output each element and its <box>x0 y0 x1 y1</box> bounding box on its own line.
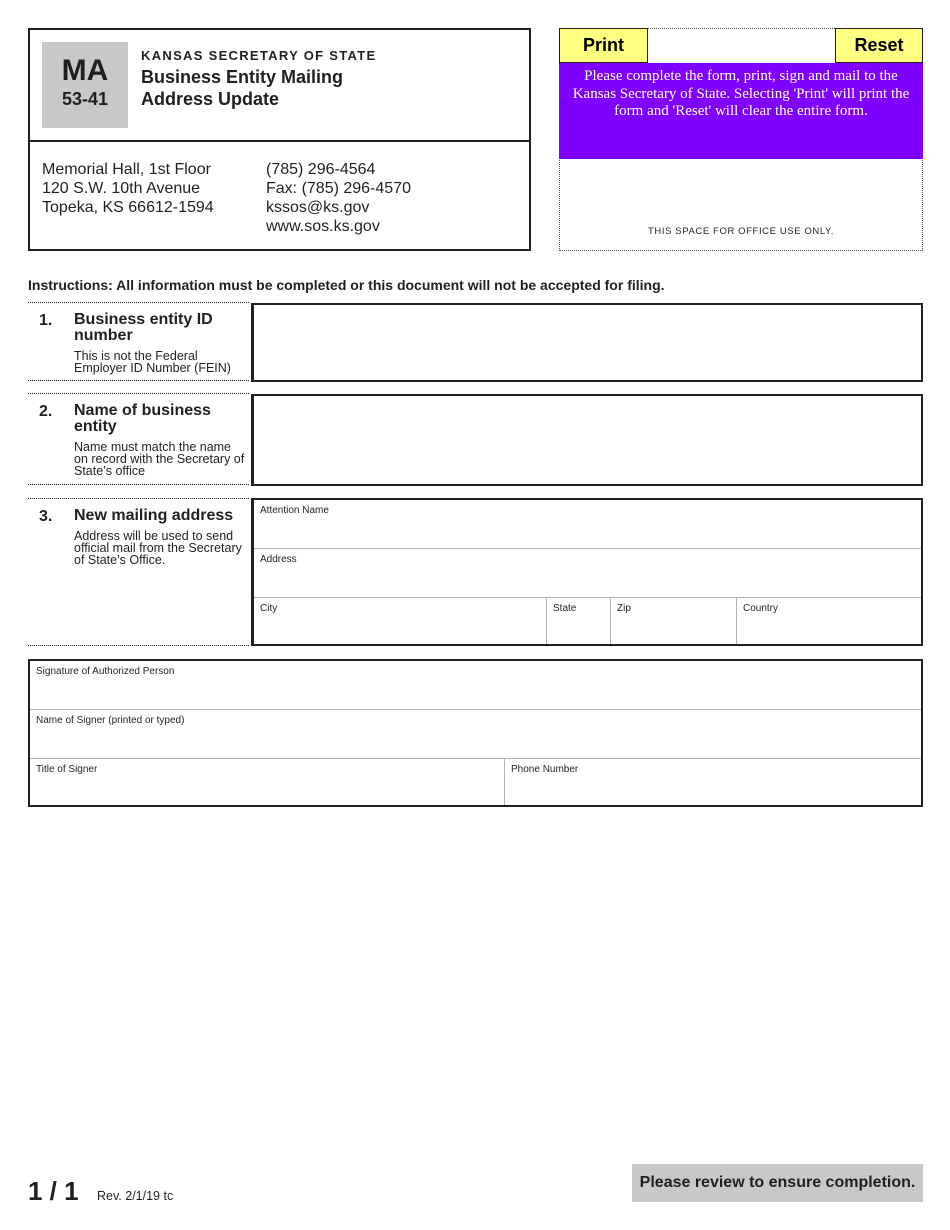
form-id-badge <box>42 42 128 128</box>
item-description: Name must match the name on record with the Secretary of State’s office <box>74 440 245 478</box>
mailing-address-grid <box>251 498 923 646</box>
field-label: Phone Number <box>511 764 579 775</box>
fax-number: Fax: (785) 296-4570 <box>266 180 411 197</box>
signature-field[interactable] <box>30 661 921 710</box>
field-label: State <box>553 603 577 614</box>
revision-date: Rev. 2/1/19 tc <box>97 1189 174 1203</box>
field-label: City <box>260 603 278 614</box>
country-field[interactable] <box>737 598 921 644</box>
zip-field[interactable] <box>611 598 737 644</box>
form-code: MA <box>61 54 109 87</box>
form-title: Business Entity Mailing Address Update <box>141 67 344 109</box>
item-mailing-address <box>28 498 249 646</box>
field-label: Address <box>260 554 297 565</box>
item-label: New mailing address <box>74 507 234 524</box>
address-field[interactable] <box>254 549 921 598</box>
item-number: 2. <box>39 403 53 420</box>
review-banner: Please review to ensure completion. <box>632 1164 923 1202</box>
field-label: Country <box>743 603 779 614</box>
item-label: Name of business entity <box>74 402 211 435</box>
phone-number-field[interactable] <box>505 759 921 805</box>
signature-grid <box>28 659 923 807</box>
item-label: Business entity ID number <box>74 311 213 344</box>
business-name-field[interactable] <box>251 394 923 486</box>
address-line: Topeka, KS 66612-1594 <box>42 199 214 216</box>
attention-name-field[interactable] <box>254 500 921 549</box>
address-line: Memorial Hall, 1st Floor <box>42 161 211 178</box>
office-use-label: THIS SPACE FOR OFFICE USE ONLY. <box>648 226 834 237</box>
office-contact <box>266 160 411 236</box>
form-notice: Please complete the form, print, sign and mail to the Kansas Secretary of State. Selecting 'Print' will print the form and 'Reset' will clear the entire form. <box>559 63 923 159</box>
item-description: This is not the Federal Employer ID Number (FEIN) <box>74 349 231 375</box>
instructions: Instructions: All information must be completed or this document will not be accepted for filing. <box>28 277 665 293</box>
field-label: Name of Signer (printed or typed) <box>36 715 185 726</box>
email-address: kssos@ks.gov <box>266 199 370 216</box>
form-number: 53-41 <box>61 89 109 109</box>
state-field[interactable] <box>547 598 611 644</box>
signer-title-field[interactable] <box>30 759 505 805</box>
item-number: 1. <box>39 312 53 329</box>
field-label: Zip <box>617 603 631 614</box>
reset-button[interactable]: Reset <box>835 28 923 63</box>
item-business-name <box>28 393 249 485</box>
field-label: Signature of Authorized Person <box>36 666 175 677</box>
website: www.sos.ks.gov <box>266 218 380 235</box>
item-description: Address will be used to send official mail from the Secretary of State’s Office. <box>74 529 242 567</box>
print-button[interactable]: Print <box>559 28 648 63</box>
page-number: 1 / 1 <box>28 1176 79 1206</box>
business-id-input[interactable] <box>254 305 921 380</box>
city-field[interactable] <box>254 598 547 644</box>
field-label: Attention Name <box>260 505 329 516</box>
office-address <box>42 160 214 217</box>
item-business-id <box>28 302 249 381</box>
phone-number: (785) 296-4564 <box>266 161 376 178</box>
address-line: 120 S.W. 10th Avenue <box>42 180 201 197</box>
business-id-field[interactable] <box>251 303 923 382</box>
agency-name: KANSAS SECRETARY OF STATE <box>141 48 377 63</box>
business-name-input[interactable] <box>254 396 921 484</box>
header-title-area <box>30 30 529 142</box>
form-header <box>28 28 531 251</box>
field-label: Title of Signer <box>36 764 98 775</box>
signer-name-field[interactable] <box>30 710 921 759</box>
item-number: 3. <box>39 508 53 525</box>
